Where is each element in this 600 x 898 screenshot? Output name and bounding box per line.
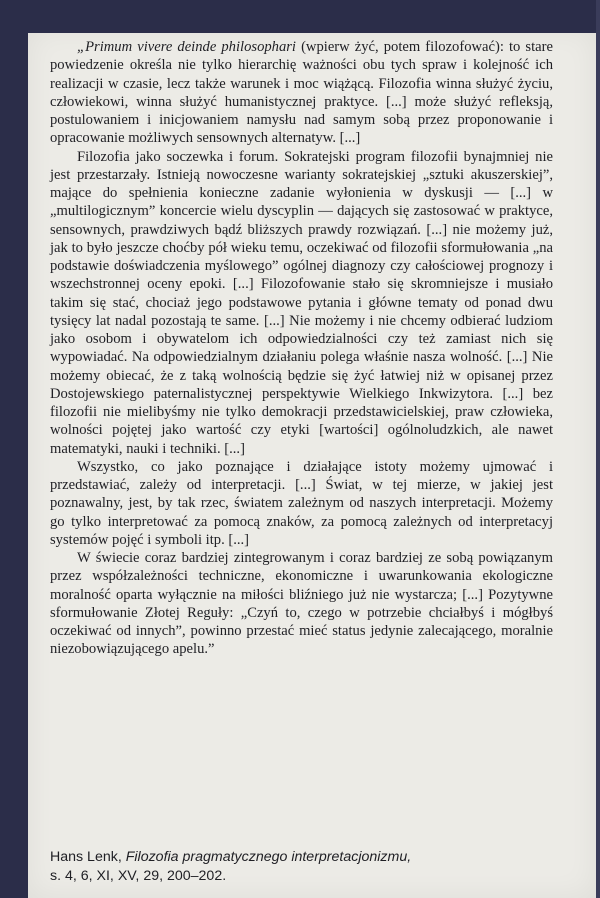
citation-author: Hans Lenk, bbox=[50, 849, 126, 865]
citation-pages: s. 4, 6, XI, XV, 29, 200–202. bbox=[50, 868, 227, 884]
quote-paragraph-1-text: (wpierw żyć, potem filozofować): to stare powiedzenie określa nie tylko hierarchię ważności obu tych spraw i kolejność ich realizacji w czasie, lecz także warunek i moc wiążącą. Filozofia winna służyć życiu, człowiekowi, winna służyć humanistycznej praktyce. [...] może służyć refleksją, postulowaniem i inicjowaniem namysłu nad samym sobą przez proponowanie i opracowanie możliwych sensownych alternatyw. [...] bbox=[50, 39, 553, 147]
quote-paragraph-2: Filozofia jako soczewka i forum. Sokratejski program filozofii bynajmniej nie jest przestarzały. Istnieją nowoczesne warianty sokratejskiej „sztuki akuszerskiej”, mające do spełnienia konieczne zadanie wyłonienia w dyskusji — [...] w „multilogicznym” koncercie wielu dyscyplin — dających się zastosować w praktyce, sensownych, prawdziwych bądź bliższych prawdy rozwiązań. [...] nie możemy już, jak to było jeszcze choćby pół wieku temu, oczekiwać od filozofii sformułowania „na podstawie doświadczenia myślowego” ogólnej diagnozy czy całościowej prognozy i wszechstronnej oceny epoki. [...] Filozofowanie stało się skromniejsze i musiało takim się stać, chociaż jego podstawowe pytania i główne tematy od ponad dwu tysięcy lat nadal pozostają te same. [...] Nie możemy i nie chcemy odbierać ludziom jako osobom i obywatelom ich odpowiedzialności czy też zamiast nich się wypowiadać. Na odpowiedzialnym działaniu polega właśnie nasza wolność. [...] Nie możemy obiecać, że z taką wolnością będzie się żyć łatwiej niż w opisanej przez Dostojewskiego paternalistycznej perspektywie Wielkiego Inkwizytora. [...] bez filozofii nie mielibyśmy nie tylko demokracji przedstawicielskiej, praw człowieka, wolności pojętej jako wartość czy etyki [wartości] ogólnoludzkich, ale nawet matematyki, nauki i techniki. [...] bbox=[50, 148, 553, 457]
quote-text-block bbox=[50, 38, 553, 659]
quote-paragraph-3: Wszystko, co jako poznające i działające istoty możemy ujmować i przedstawiać, zależy od interpretacji. [...] Świat, w tej mierze, w jakiej jest poznawalny, jest, by tak rzec, światem zależnym od naszych interpretacji. Możemy go tylko interpretować za pomocą znaków, za pomocą zależnych od interpretacyj systemów pojęć i symboli itp. [...] bbox=[50, 458, 553, 548]
latin-phrase: „Primum vivere deinde philosophari bbox=[77, 39, 296, 55]
citation-title: Filozofia pragmatycznego interpretacjonizmu, bbox=[125, 849, 412, 865]
quote-paragraph-4: W świecie coraz bardziej zintegrowanym i coraz bardziej ze sobą powiązanym przez współzależności techniczne, ekonomiczne i uwarunkowania ekologiczne moralność oparta wyłącznie na miłości bliźniego już nie wystarcza; [...] Pozytywne sformułowanie Złotej Reguły: „Czyń to, czego w potrzebie chciałbyś i mógłbyś oczekiwać od innych”, powinno przestać mieć status jedynie zalecającego, moralnie niezobowiązującego apelu.” bbox=[50, 550, 553, 658]
cover-frame-top bbox=[28, 28, 596, 33]
source-citation bbox=[50, 848, 550, 886]
quote-paragraph-1 bbox=[50, 38, 553, 148]
cover-right-edge bbox=[596, 0, 600, 898]
